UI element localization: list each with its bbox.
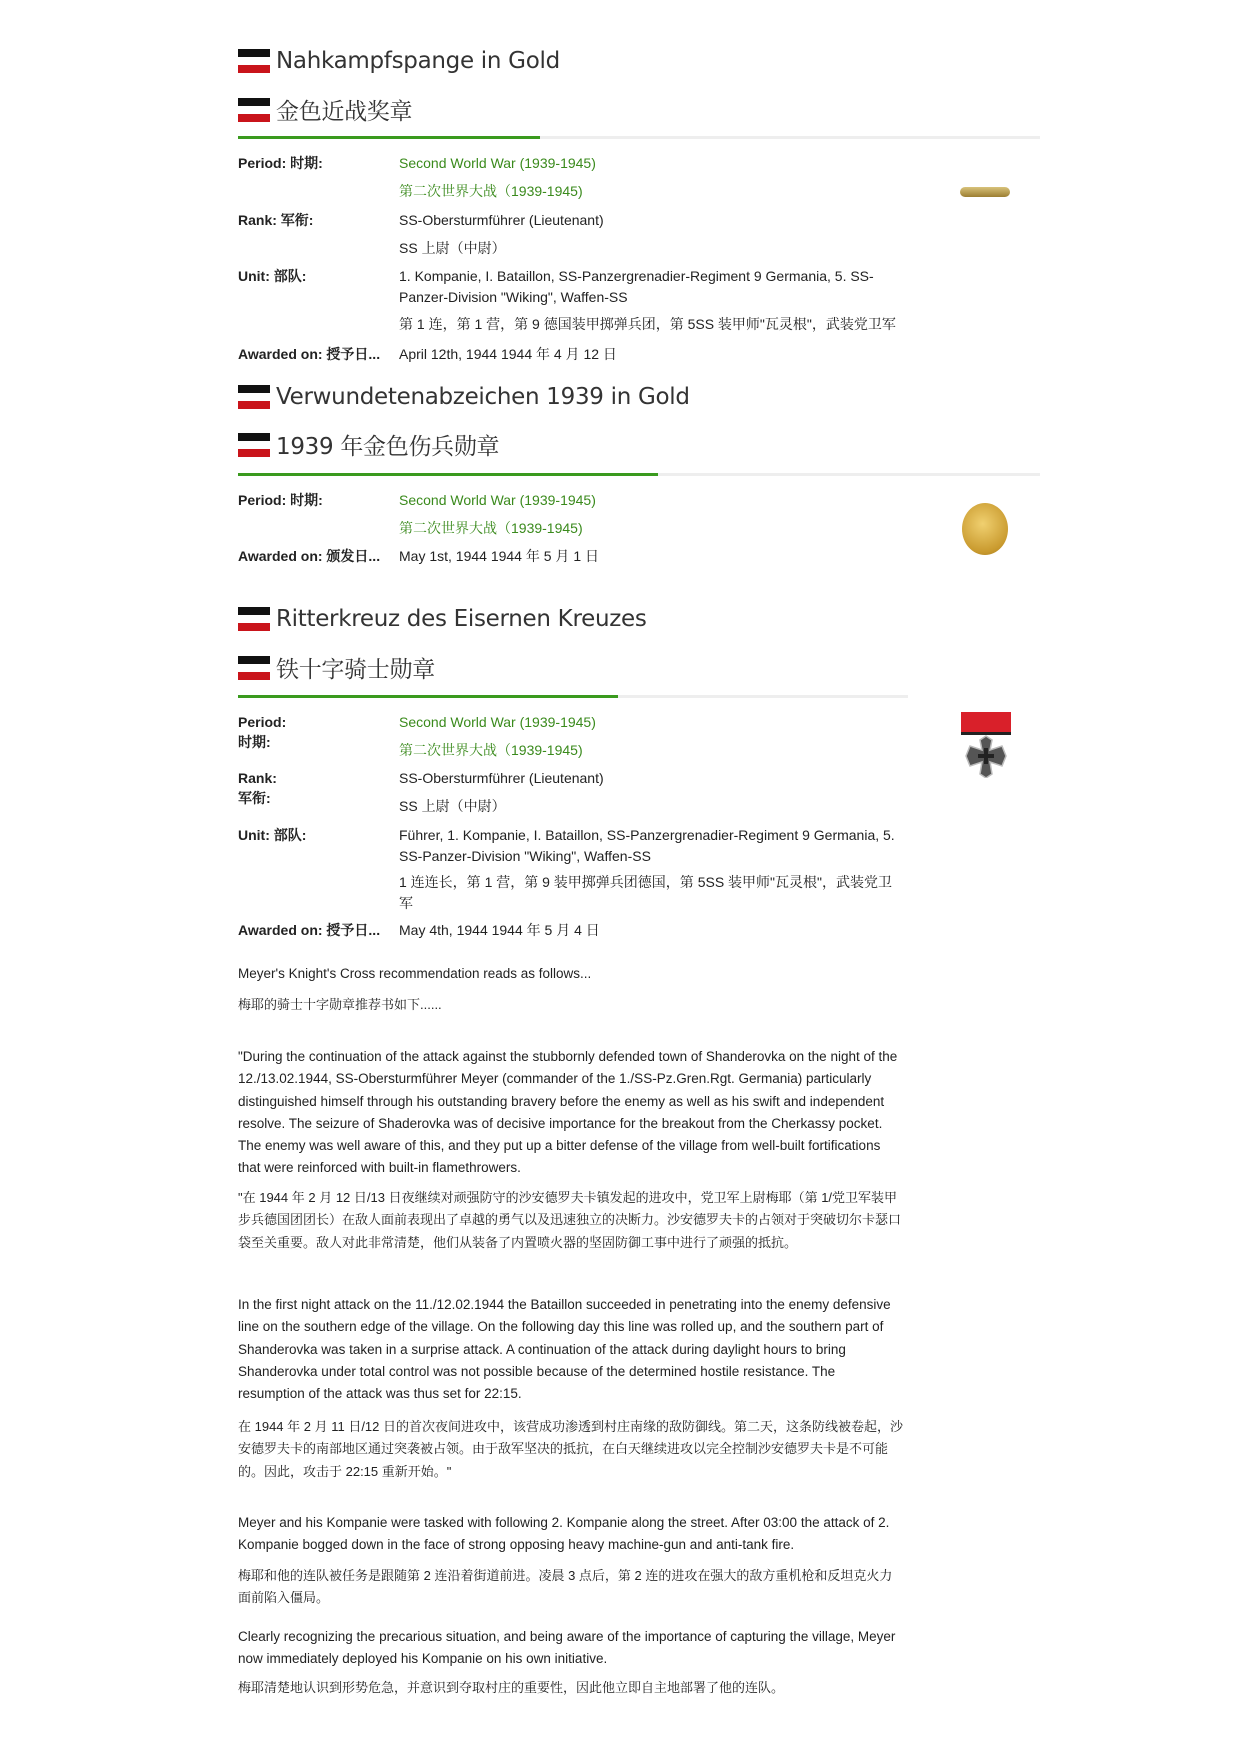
awarded-value: May 1st, 1944 1944 年 5 月 1 日 (399, 548, 599, 564)
awarded-value: May 4th, 1944 1944 年 5 月 4 日 (399, 922, 600, 938)
paragraph-2-zh: 在 1944 年 2 月 11 日/12 日的首次夜间进攻中，该营成功渗透到村庄南缘的敌防御线。第二天，这条防线被卷起，沙安德罗夫卡的南部地区通过突袭被占领。由于敌军坚决的抵抗，在白天继续进攻以完全控制沙安德罗夫卡是不可能的。因此，攻击于 22:15 重新开始。" (238, 1419, 904, 1479)
section-divider (238, 136, 1040, 139)
period-link-zh[interactable]: 第二次世界大战（1939-1945) (399, 183, 583, 199)
period-label: Period: (238, 714, 287, 730)
section-divider (238, 473, 1040, 476)
unit-value-zh: 第 1 连，第 1 营，第 9 德国装甲掷弹兵团，第 5SS 装甲师"瓦灵根"，武装党卫军 (399, 316, 896, 332)
award-title-text: Verwundetenabzeichen 1939 in Gold (276, 384, 690, 410)
section-divider (238, 695, 908, 698)
imperial-flag-icon (238, 385, 270, 409)
period-link[interactable]: Second World War (1939-1945) (399, 155, 596, 171)
period-label-zh: 时期: (238, 734, 271, 750)
award-title-text: Nahkampfspange in Gold (276, 48, 560, 74)
award-title-de (238, 48, 560, 74)
rank-value: SS-Obersturmführer (Lieutenant) (399, 212, 604, 228)
rank-value: SS-Obersturmführer (Lieutenant) (399, 770, 604, 786)
intro-text-zh: 梅耶的骑士十字勋章推荐书如下...... (238, 997, 442, 1012)
imperial-flag-icon (238, 656, 270, 680)
award-title-text: Ritterkreuz des Eisernen Kreuzes (276, 606, 647, 632)
paragraph-1-zh: "在 1944 年 2 月 12 日/13 日夜继续对顽强防守的沙安德罗夫卡镇发起的进攻中，党卫军上尉梅耶（第 1/党卫军装甲步兵德国团团长）在敌人面前表现出了卓越的勇气以及迅速独立的决断力。沙安德罗夫卡的占领对于突破切尔卡瑟口袋至关重要。敌人对此非常清楚，他们从装备了内置喷火器的坚固防御工事中进行了顽强的抵抗。 (238, 1190, 902, 1250)
award-title-de (238, 384, 690, 410)
paragraph-3-zh: 梅耶和他的连队被任务是跟随第 2 连沿着街道前进。凌晨 3 点后，第 2 连的进攻在强大的敌方重机枪和反坦克火力面前陷入僵局。 (238, 1568, 893, 1606)
period-link[interactable]: Second World War (1939-1945) (399, 714, 596, 730)
rank-label-zh: 军衔: (238, 790, 271, 806)
award-title-de (238, 606, 647, 632)
knights-cross-image (960, 712, 1012, 778)
period-label: Period: 时期: (238, 155, 323, 171)
paragraph-4-zh: 梅耶清楚地认识到形势危急，并意识到夺取村庄的重要性，因此他立即自主地部署了他的连队。 (238, 1680, 785, 1695)
award-title-text: 铁十字骑士勋章 (276, 657, 435, 683)
imperial-flag-icon (238, 433, 270, 457)
award-title-zh (238, 428, 499, 461)
imperial-flag-icon (238, 98, 270, 122)
unit-label: Unit: 部队: (238, 827, 307, 843)
paragraph-1: "During the continuation of the attack against the stubbornly defended town of Shanderovka on the night of the 12./13.02.1944, SS-Obersturmführer Meyer (commander of the 1./SS-Pz.Gren.Rgt. Germania) particularly distinguished himself through his outstanding bravery before the enemy as well as his swift and independent resolve. The seizure of Shaderovka was of decisive importance for the breakout from the Cherkassy pocket. The enemy was well aware of this, and they put up a bitter defense of the village from well-built fortifications that were reinforced with built-in flamethrowers. (238, 1049, 898, 1176)
award-title-text: 1939 年金色伤兵勋章 (276, 434, 500, 460)
rank-value-zh: SS 上尉（中尉） (399, 798, 506, 814)
unit-value: Führer, 1. Kompanie, I. Bataillon, SS-Panzergrenadier-Regiment 9 Germania, 5. SS-Panzer-Division "Wiking", Waffen-SS (399, 827, 895, 864)
award-title-zh (238, 651, 435, 684)
awarded-label: Awarded on: 授予日... (238, 346, 381, 362)
paragraph-2: In the first night attack on the 11./12.02.1944 the Bataillon succeeded in penetrating into the enemy defensive line on the southern edge of the village. On the following day this line was rolled up, and the southern part of Shanderovka was taken in a surprise attack. A continuation of the attack during daylight hours to bring Shanderovka under total control was not possible because of the determined hostile resistance. The resumption of the attack was thus set for 22:15. (238, 1297, 891, 1402)
intro-text: Meyer's Knight's Cross recommendation reads as follows... (238, 966, 592, 981)
period-link-zh[interactable]: 第二次世界大战（1939-1945) (399, 520, 583, 536)
awarded-value: April 12th, 1944 1944 年 4 月 12 日 (399, 346, 617, 362)
paragraph-4: Clearly recognizing the precarious situation, and being aware of the importance of capturing the village, Meyer now immediately deployed his Kompanie on his own initiative. (238, 1629, 896, 1667)
imperial-flag-icon (238, 49, 270, 73)
award-title-text: 金色近战奖章 (276, 99, 413, 125)
awarded-label: Awarded on: 颁发日... (238, 548, 381, 564)
period-label: Period: 时期: (238, 492, 323, 508)
wound-badge-image (962, 503, 1008, 555)
imperial-flag-icon (238, 607, 270, 631)
period-link-zh[interactable]: 第二次世界大战（1939-1945) (399, 742, 583, 758)
award-title-zh (238, 93, 412, 126)
unit-value: 1. Kompanie, I. Bataillon, SS-Panzergrenadier-Regiment 9 Germania, 5. SS-Panzer-Division "Wiking", Waffen-SS (399, 268, 874, 305)
awarded-label: Awarded on: 授予日... (238, 922, 381, 938)
rank-label: Rank: (238, 770, 277, 786)
paragraph-3: Meyer and his Kompanie were tasked with following 2. Kompanie along the street. After 03:00 the attack of 2. Kompanie bogged down in the face of strong opposing heavy machine-gun and anti-tank fire. (238, 1515, 890, 1553)
rank-label: Rank: 军衔: (238, 212, 314, 228)
period-link[interactable]: Second World War (1939-1945) (399, 492, 596, 508)
unit-label: Unit: 部队: (238, 268, 307, 284)
unit-value-zh: 1 连连长，第 1 营，第 9 装甲掷弹兵团德国，第 5SS 装甲师"瓦灵根"，武装党卫军 (399, 874, 892, 911)
close-combat-clasp-image (960, 187, 1010, 197)
rank-value-zh: SS 上尉（中尉） (399, 240, 506, 256)
